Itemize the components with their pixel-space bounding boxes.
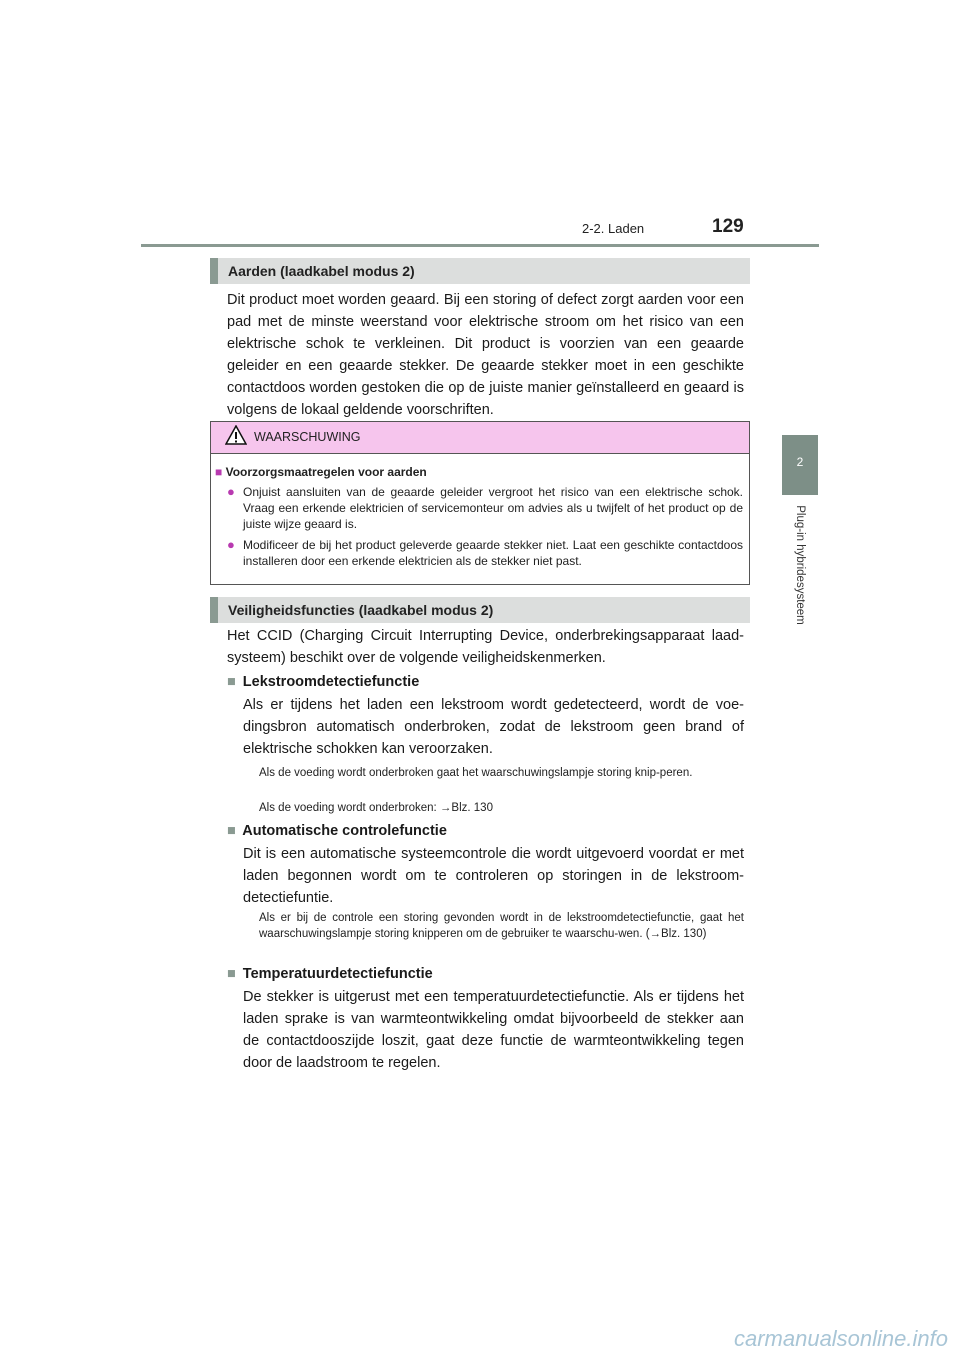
square-bullet-icon: ■ xyxy=(215,465,223,479)
warning-box xyxy=(210,421,750,585)
section-heading-grounding: Aarden (laadkabel modus 2) xyxy=(210,258,750,284)
warning-item-title-text: Voorzorgsmaatregelen voor aarden xyxy=(225,465,427,479)
square-bullet-icon: ■ xyxy=(227,823,236,839)
feature-title: Lekstroomdetectiefunctie xyxy=(242,674,420,690)
feature-heading xyxy=(227,966,433,982)
safety-intro: Het CCID (Charging Circuit Interrupting Device, onderbrekingsapparaat laad-systeem) beschikt over de volgende veiligheidskenmerken. xyxy=(227,628,744,666)
chapter-tab xyxy=(782,435,818,495)
feature-body: Als er tijdens het laden een lekstroom wordt gedetecteerd, wordt de voe-dingsbron automatisch onderbroken, zodat de lekstroom geen brand of elektrische schokken kan veroorzaken. xyxy=(243,697,744,757)
header-divider xyxy=(141,244,819,247)
circle-bullet-icon: ● xyxy=(227,484,235,499)
feature-title: Temperatuurdetectiefunctie xyxy=(242,966,433,982)
warning-title: WAARSCHUWING xyxy=(254,430,361,444)
circle-bullet-icon: ● xyxy=(227,537,235,552)
grounding-paragraph: Dit product moet worden geaard. Bij een storing of defect zorgt aarden voor een pad met de minste weerstand voor elektrische stroom om het risico van een elektrische schok te verkleinen. Dit product is voorzien van een geaarde geleider en een geaarde stekker. De geaarde stekker moet in een geschikte contactdoos worden gestoken die op de juiste manier geïnstalleerd en geaard is volgens de lokaal geldende voorschriften. xyxy=(227,292,744,418)
warning-header xyxy=(211,422,749,454)
header-section-title: 2-2. Laden xyxy=(582,221,645,236)
chapter-number: 2 xyxy=(796,455,804,469)
feature-note: Als de voeding wordt onderbroken: →Blz. 130 xyxy=(259,802,493,814)
warning-item-title xyxy=(215,465,427,479)
warning-triangle-icon xyxy=(225,425,247,445)
watermark: carmanualsonline.info xyxy=(733,1326,948,1351)
section-heading-safety: Veiligheidsfuncties (laadkabel modus 2) xyxy=(210,597,750,623)
chapter-label: Plug-in hybridesysteem xyxy=(794,505,806,625)
warning-bullet-text: Onjuist aansluiten van de geaarde geleider vergroot het risico van een elektrische schok. Vraag een erkende elektricien of servicemonteur om advies als u twijfelt of het product op de juiste wijze geaard is. xyxy=(243,485,743,531)
feature-body: Dit is een automatische systeemcontrole die wordt uitgevoerd voordat er met laden begonnen wordt om te controleren op storingen in de lekstroom-detectiefuntie. xyxy=(243,846,744,906)
square-bullet-icon: ■ xyxy=(227,966,236,982)
square-bullet-icon: ■ xyxy=(227,674,236,690)
feature-heading xyxy=(227,823,447,839)
feature-note: Als er bij de controle een storing gevonden wordt in de lekstroomdetectiefunctie, gaat het waarschuwingslampje storing knipperen om de gebruiker te waarschu-wen. (→Blz. 130) xyxy=(259,912,744,940)
feature-title: Automatische controlefunctie xyxy=(242,823,447,839)
page-number: 129 xyxy=(712,216,744,237)
warning-bullet xyxy=(227,537,743,571)
feature-body: De stekker is uitgerust met een temperatuurdetectiefunctie. Als er tijdens het laden sprake is van warmteontwikkeling omdat bijvoorbeeld de stekker aan de contactdooszijde loszit, gaat deze functie de warmteontwikkeling tegen door de laadstroom te regelen. xyxy=(243,989,744,1071)
warning-bullet-text: Modificeer de bij het product geleverde geaarde stekker niet. Laat een geschikte contactdoos installeren door een erkende elektricien als de stekker niet past. xyxy=(243,538,743,568)
feature-note: Als de voeding wordt onderbroken gaat het waarschuwingslampje storing knip-peren. xyxy=(259,767,693,779)
warning-bullet xyxy=(227,484,743,534)
feature-heading xyxy=(227,674,419,690)
